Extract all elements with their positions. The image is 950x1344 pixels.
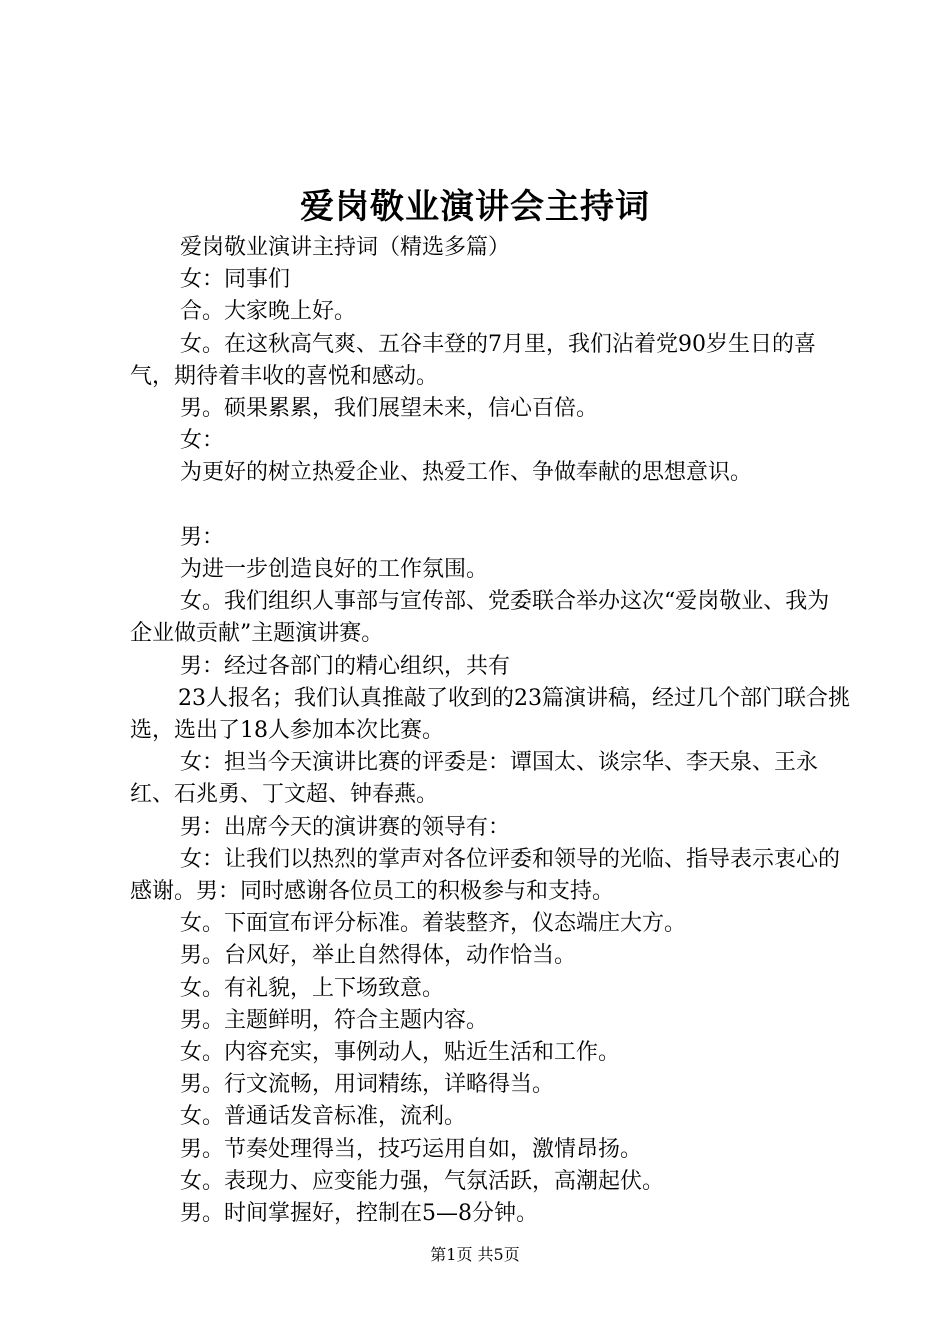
- paragraph: 爱岗敬业演讲主持词（精选多篇）: [180, 235, 511, 260]
- paragraph: 男：出席今天的演讲赛的领导有：: [180, 814, 511, 840]
- paragraph: 女。普通话发音标准，流利。: [180, 1104, 467, 1130]
- paragraph: 合。大家晚上好。: [180, 299, 357, 325]
- paragraph: 男。主题鲜明，符合主题内容。: [180, 1007, 489, 1033]
- paragraph: 男。行文流畅，用词精练，详略得当。: [180, 1072, 555, 1098]
- paragraph: 女：担当今天演讲比赛的评委是：谭国太、谈宗华、李天泉、王永红、石兆勇、丁文超、钟春燕。: [130, 750, 819, 808]
- paragraph: 女。内容充实，事例动人，贴近生活和工作。: [180, 1040, 621, 1066]
- paragraph: 男。硕果累累，我们展望未来，信心百倍。: [180, 396, 599, 422]
- blank-line: [130, 490, 850, 522]
- paragraph: 男：: [180, 524, 225, 550]
- paragraph: 23人报名；我们认真推敲了收到的23篇演讲稿，经过几个部门联合挑选，选出了18人参加本次比赛。: [130, 685, 850, 744]
- paragraph: 为更好的树立热爱企业、热爱工作、争做奉献的思想意识。: [180, 460, 753, 486]
- paragraph: 男。节奏处理得当，技巧运用自如，激情昂扬。: [180, 1136, 643, 1162]
- paragraph: 为进一步创造良好的工作氛围。: [180, 557, 489, 583]
- document-title: 爱岗敬业演讲会主持词: [300, 187, 650, 227]
- paragraph: 女：让我们以热烈的掌声对各位评委和领导的光临、指导表示衷心的感谢。男：同时感谢各位员工的积极参与和支持。: [130, 846, 841, 905]
- paragraph: 男：经过各部门的精心组织，共有: [180, 653, 511, 679]
- paragraph: 女。在这秋高气爽、五谷丰登的7月里，我们沾着党90岁生日的喜气，期待着丰收的喜悦和感动。: [130, 331, 816, 389]
- paragraph: 男。台风好，举止自然得体，动作恰当。: [180, 943, 577, 969]
- paragraph: 女：同事们: [180, 267, 291, 293]
- paragraph: 女。表现力、应变能力强，气氛活跃，高潮起伏。: [180, 1168, 665, 1194]
- page-footer: 第1页 共5页: [430, 1245, 520, 1264]
- paragraph: 女。我们组织人事部与宣传部、党委联合举办这次“爱岗敬业、我为企业做贡献”主题演讲赛。: [130, 589, 830, 647]
- paragraph: 女。有礼貌，上下场致意。: [180, 975, 445, 1001]
- paragraph: 女：: [180, 428, 225, 454]
- paragraph: 男。时间掌握好，控制在5—8分钟。: [180, 1201, 538, 1227]
- paragraph: 女。下面宣布评分标准。着装整齐，仪态端庄大方。: [180, 911, 687, 937]
- document-body: [130, 232, 850, 1230]
